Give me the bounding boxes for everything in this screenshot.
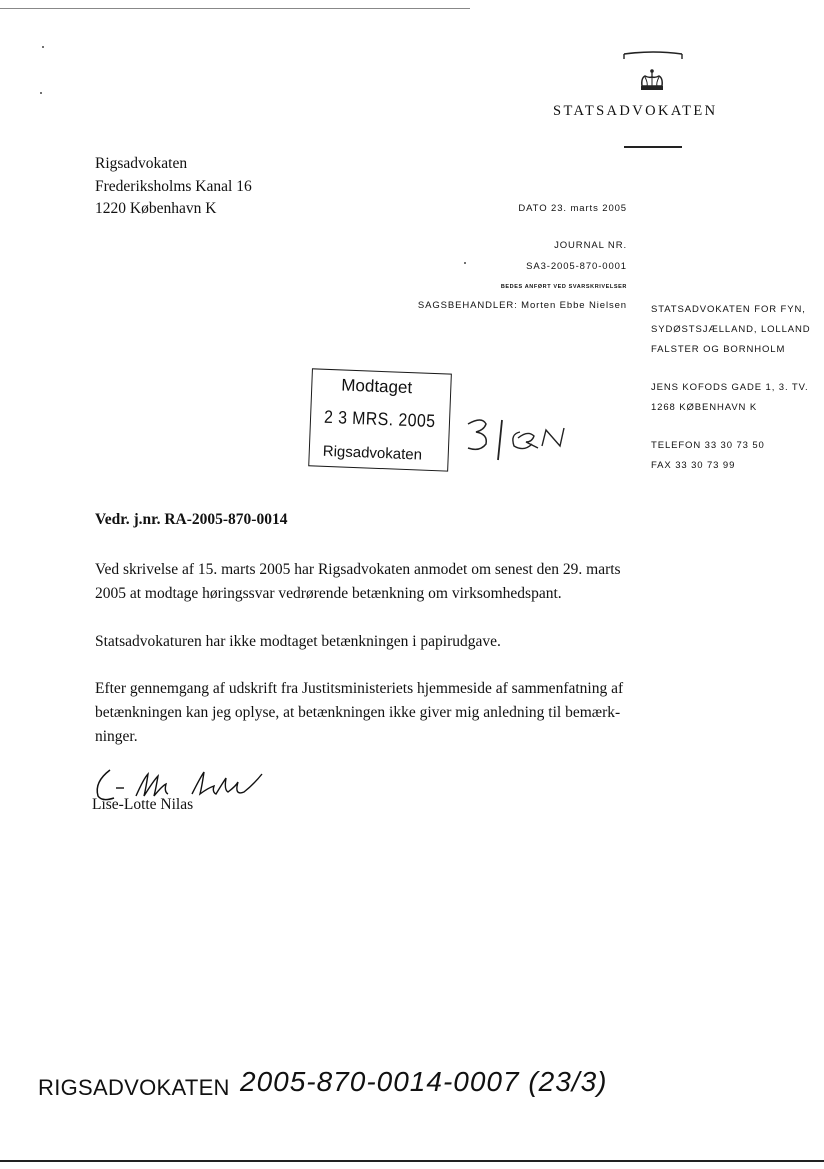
letter-paragraph-3: Efter gennemgang af udskrift fra Justitsministeriets hjemmeside af sammenfatning af betænkningen kan jeg oplyse, at betænkningen ikke giver mig anledning til bemærk-ninger. — [95, 680, 624, 745]
footer-case-number: 2005-870-0014-0007 (23/3) — [240, 1066, 608, 1097]
sender-line-2: SYDØSTSJÆLLAND, LOLLAND — [651, 324, 811, 335]
sender-line-1: STATSADVOKATEN FOR FYN, — [651, 304, 806, 315]
journal-label: JOURNAL NR. — [554, 240, 627, 251]
stamp-date: 2 3 MRS. 2005 — [323, 406, 436, 432]
sender-contact — [651, 436, 765, 476]
letter-subject: Vedr. j.nr. RA-2005-870-0014 — [95, 511, 288, 528]
letterhead-rule — [624, 146, 682, 148]
letter-date: DATO 23. marts 2005 — [518, 203, 627, 214]
recipient-line-3: 1220 København K — [95, 200, 217, 217]
sender-address-line-2: 1268 KØBENHAVN K — [651, 402, 758, 413]
signer-name: Lise-Lotte Nilas — [92, 796, 194, 813]
sender-address — [651, 378, 809, 418]
recipient-line-1: Rigsadvokaten — [95, 155, 188, 172]
scan-speck — [42, 46, 44, 48]
sender-address-line-1: JENS KOFODS GADE 1, 3. TV. — [651, 382, 809, 393]
sender-phone: TELEFON 33 30 73 50 — [651, 440, 765, 451]
stamp-org: Rigsadvokaten — [322, 442, 423, 464]
sender-office — [651, 300, 811, 360]
scan-speck — [464, 262, 466, 264]
sender-line-3: FALSTER OG BORNHOLM — [651, 344, 786, 355]
scan-speck — [40, 92, 42, 94]
scan-bottom-line — [0, 1160, 824, 1162]
scan-edge-line — [0, 8, 470, 9]
handwritten-routing-note — [462, 412, 582, 464]
recipient-address — [95, 153, 252, 221]
journal-number: SA3-2005-870-0001 — [526, 261, 627, 272]
case-officer: SAGSBEHANDLER: Morten Ebbe Nielsen — [417, 300, 627, 311]
crown-icon — [618, 50, 688, 108]
recipient-line-2: Frederiksholms Kanal 16 — [95, 177, 252, 195]
sender-fax: FAX 33 30 73 99 — [651, 460, 736, 471]
letterhead-org-name: STATSADVOKATEN — [553, 103, 718, 119]
letter-paragraph-2: Statsadvokaturen har ikke modtaget betænkningen i papirudgave. — [95, 633, 501, 650]
received-stamp — [308, 368, 454, 473]
crown-logo — [618, 50, 688, 108]
letter-paragraph-1: Ved skrivelse af 15. marts 2005 har Rigsadvokaten anmodet om senest den 29. marts 2005 at modtage høringssvar vedrørende betænkning om virksomhedspant. — [95, 561, 621, 602]
journal-note: BEDES ANFØRT VED SVARSKRIVELSER — [500, 284, 627, 290]
stamp-received-label: Modtaget — [340, 375, 413, 398]
footer-org-label: RIGSADVOKATEN — [38, 1075, 230, 1100]
